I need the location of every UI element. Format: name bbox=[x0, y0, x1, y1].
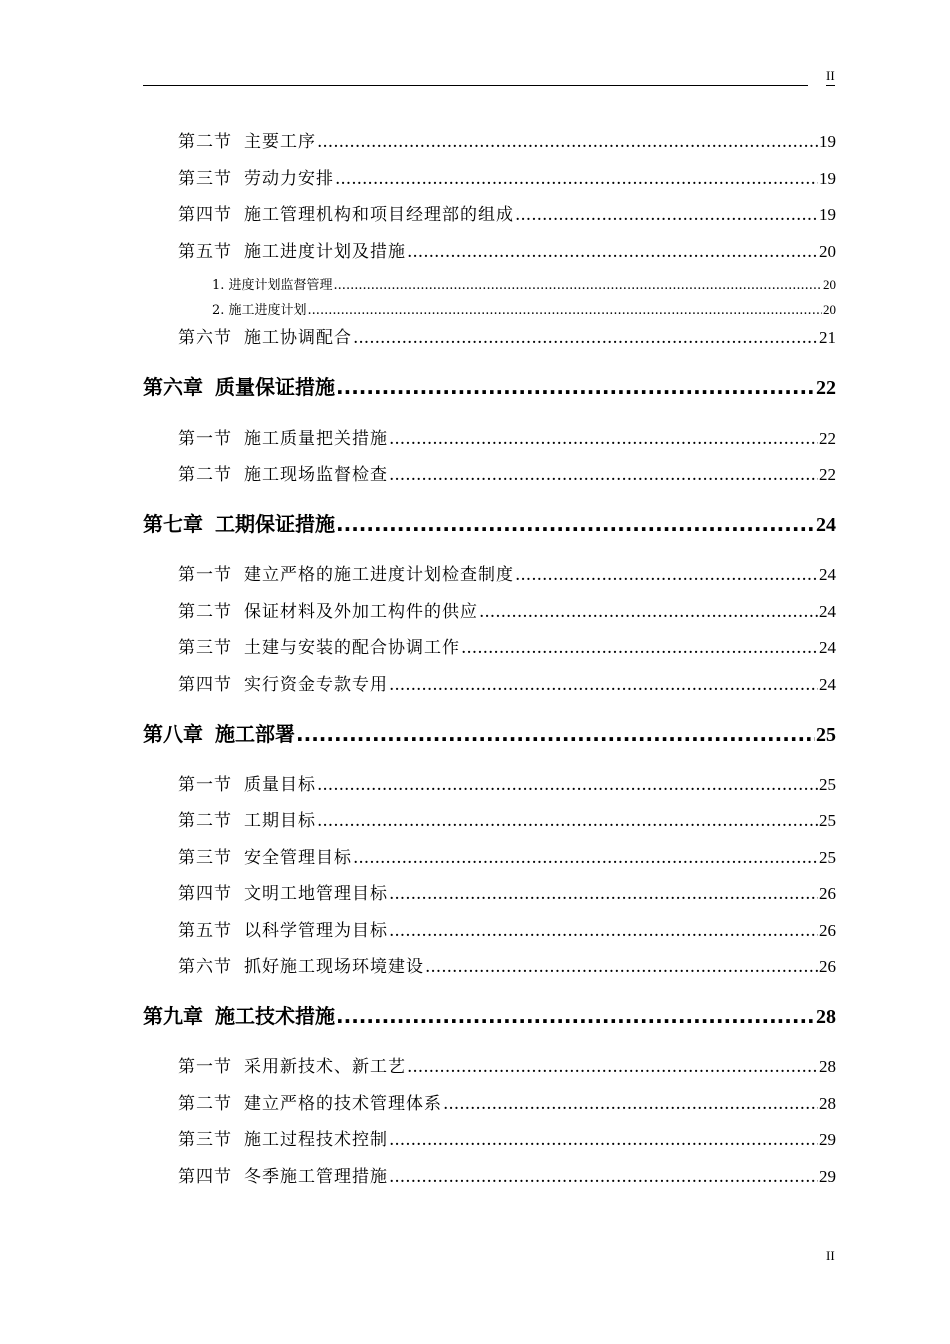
toc-entry-prefix: 第三节 bbox=[178, 1130, 232, 1150]
toc-entry-page-number: 24 bbox=[819, 565, 836, 584]
toc-entry-label bbox=[212, 274, 333, 293]
toc-entry-page-number: 22 bbox=[819, 429, 836, 448]
toc-dot-leader bbox=[461, 638, 818, 658]
toc-entry-prefix: 第一节 bbox=[178, 565, 232, 585]
toc-entry-prefix: 第三节 bbox=[178, 638, 232, 658]
toc-entry-prefix: 第九章 bbox=[143, 1004, 203, 1028]
toc-entry-label bbox=[178, 952, 424, 977]
toc-entry-page-number: 19 bbox=[819, 169, 836, 188]
toc-entry-prefix: 第一节 bbox=[178, 429, 232, 449]
toc-chapter-entry[interactable] bbox=[143, 718, 836, 747]
toc-section-entry[interactable] bbox=[178, 879, 836, 904]
toc-entry-prefix: 第四节 bbox=[178, 884, 232, 904]
toc-entry-page-number: 19 bbox=[819, 205, 836, 224]
toc-entry-label bbox=[178, 597, 478, 622]
toc-dot-leader bbox=[515, 205, 818, 225]
toc-entry-prefix: 第二节 bbox=[178, 811, 232, 831]
toc-entry-label bbox=[143, 508, 335, 537]
toc-entry-page-number: 20 bbox=[823, 302, 836, 317]
toc-entry-page-number: 24 bbox=[819, 675, 836, 694]
toc-section-entry[interactable] bbox=[178, 1089, 836, 1114]
toc-entry-prefix: 第六节 bbox=[178, 328, 232, 348]
toc-dot-leader bbox=[389, 1130, 818, 1150]
toc-entry-title: 施工现场监督检查 bbox=[244, 465, 388, 485]
toc-entry-page-number: 29 bbox=[819, 1130, 836, 1149]
toc-dot-leader bbox=[334, 278, 822, 293]
toc-entry-page-number: 20 bbox=[819, 242, 836, 261]
toc-entry-label bbox=[178, 200, 514, 225]
toc-entry-label bbox=[178, 843, 352, 868]
toc-entry-prefix: 第五节 bbox=[178, 242, 232, 262]
toc-entry-label bbox=[178, 1162, 388, 1187]
toc-entry-prefix: 第一节 bbox=[178, 775, 232, 795]
toc-dot-leader bbox=[389, 1167, 818, 1187]
toc-section-entry[interactable] bbox=[178, 916, 836, 941]
toc-entry-prefix: 第四节 bbox=[178, 675, 232, 695]
toc-entry-label bbox=[178, 1089, 442, 1114]
toc-entry-title: 以科学管理为目标 bbox=[244, 921, 388, 941]
toc-dot-leader bbox=[389, 465, 818, 485]
toc-entry-title: 2. 施工进度计划 bbox=[212, 303, 307, 318]
toc-section-entry[interactable] bbox=[178, 200, 836, 225]
toc-entry-label bbox=[178, 164, 334, 189]
toc-entry-title: 安全管理目标 bbox=[244, 848, 352, 868]
toc-entry-label bbox=[178, 323, 352, 348]
toc-chapter-entry[interactable] bbox=[143, 508, 836, 537]
toc-entry-title: 保证材料及外加工构件的供应 bbox=[244, 602, 478, 622]
toc-entry-label bbox=[178, 237, 406, 262]
footer-page-number: II bbox=[826, 1248, 835, 1263]
toc-entry-page-number: 26 bbox=[819, 957, 836, 976]
toc-entry-page-number: 26 bbox=[819, 921, 836, 940]
toc-dot-leader bbox=[335, 169, 818, 189]
toc-dot-leader bbox=[353, 328, 818, 348]
toc-entry-page-number: 25 bbox=[819, 848, 836, 867]
toc-entry-title: 施工技术措施 bbox=[215, 1004, 335, 1028]
toc-entry-label bbox=[178, 127, 316, 152]
toc-entry-label bbox=[178, 1125, 388, 1150]
toc-entry-title: 施工过程技术控制 bbox=[244, 1130, 388, 1150]
toc-entry-label bbox=[178, 806, 316, 831]
toc-entry-prefix: 第六节 bbox=[178, 957, 232, 977]
toc-dot-leader bbox=[407, 1057, 818, 1077]
toc-entry-prefix: 第二节 bbox=[178, 132, 232, 152]
toc-section-entry[interactable] bbox=[178, 164, 836, 189]
toc-section-entry[interactable] bbox=[178, 670, 836, 695]
toc-entry-label bbox=[178, 460, 388, 485]
toc-entry-label bbox=[143, 1000, 335, 1029]
toc-entry-title: 施工进度计划及措施 bbox=[244, 242, 406, 262]
toc-entry-page-number: 28 bbox=[819, 1094, 836, 1113]
toc-entry-title: 质量目标 bbox=[244, 775, 316, 795]
toc-section-entry[interactable] bbox=[178, 460, 836, 485]
toc-dot-leader bbox=[336, 512, 815, 536]
toc-entry-prefix: 第四节 bbox=[178, 205, 232, 225]
toc-section-entry[interactable] bbox=[178, 843, 836, 868]
toc-entry-label bbox=[143, 371, 335, 400]
toc-dot-leader bbox=[389, 884, 818, 904]
toc-dot-leader bbox=[443, 1094, 818, 1114]
toc-entry-title: 质量保证措施 bbox=[215, 375, 335, 399]
toc-entry-title: 冬季施工管理措施 bbox=[244, 1167, 388, 1187]
toc-entry-label bbox=[178, 916, 388, 941]
toc-dot-leader bbox=[317, 132, 818, 152]
toc-entry-label bbox=[178, 633, 460, 658]
toc-entry-page-number: 24 bbox=[816, 514, 836, 536]
toc-entry-title: 实行资金专款专用 bbox=[244, 675, 388, 695]
toc-dot-leader bbox=[296, 722, 815, 746]
toc-entry-title: 1. 进度计划监督管理 bbox=[212, 278, 333, 293]
toc-entry-prefix: 第四节 bbox=[178, 1167, 232, 1187]
toc-entry-title: 工期保证措施 bbox=[215, 512, 335, 536]
toc-dot-leader bbox=[317, 775, 818, 795]
toc-entry-page-number: 28 bbox=[816, 1006, 836, 1028]
toc-entry-prefix: 第七章 bbox=[143, 512, 203, 536]
toc-entry-label bbox=[178, 424, 388, 449]
toc-entry-prefix: 第二节 bbox=[178, 1094, 232, 1114]
toc-section-entry[interactable] bbox=[178, 424, 836, 449]
toc-dot-leader bbox=[389, 429, 818, 449]
toc-section-entry[interactable] bbox=[178, 597, 836, 622]
toc-entry-title: 工期目标 bbox=[244, 811, 316, 831]
toc-chapter-entry[interactable] bbox=[143, 371, 836, 400]
toc-entry-page-number: 24 bbox=[819, 638, 836, 657]
toc-entry-title: 施工管理机构和项目经理部的组成 bbox=[244, 205, 514, 225]
toc-section-entry[interactable] bbox=[178, 952, 836, 977]
header-page-number: II bbox=[826, 68, 835, 86]
toc-dot-leader bbox=[407, 242, 818, 262]
toc-entry-title: 劳动力安排 bbox=[244, 169, 334, 189]
toc-entry-title: 抓好施工现场环境建设 bbox=[244, 957, 424, 977]
toc-entry-page-number: 19 bbox=[819, 132, 836, 151]
toc-entry-prefix: 第六章 bbox=[143, 375, 203, 399]
toc-entry-prefix: 第二节 bbox=[178, 465, 232, 485]
toc-entry-title: 土建与安装的配合协调工作 bbox=[244, 638, 460, 658]
toc-entry-prefix: 第三节 bbox=[178, 169, 232, 189]
toc-entry-title: 主要工序 bbox=[244, 132, 316, 152]
toc-section-entry[interactable] bbox=[178, 323, 836, 348]
toc-dot-leader bbox=[389, 675, 818, 695]
toc-entry-title: 采用新技术、新工艺 bbox=[244, 1057, 406, 1077]
toc-entry-title: 建立严格的施工进度计划检查制度 bbox=[244, 565, 514, 585]
toc-dot-leader bbox=[389, 921, 818, 941]
toc-entry-title: 施工协调配合 bbox=[244, 328, 352, 348]
toc-entry-prefix: 第五节 bbox=[178, 921, 232, 941]
toc-entry-page-number: 25 bbox=[819, 811, 836, 830]
toc-section-entry[interactable] bbox=[178, 1125, 836, 1150]
toc-entry-prefix: 第三节 bbox=[178, 848, 232, 868]
toc-subsection-entry[interactable] bbox=[212, 299, 836, 318]
toc-dot-leader bbox=[479, 602, 818, 622]
toc-entry-page-number: 25 bbox=[819, 775, 836, 794]
toc-section-entry[interactable] bbox=[178, 1162, 836, 1187]
toc-entry-label bbox=[178, 1052, 406, 1077]
toc-section-entry[interactable] bbox=[178, 127, 836, 152]
toc-entry-title: 施工质量把关措施 bbox=[244, 429, 388, 449]
toc-entry-page-number: 24 bbox=[819, 602, 836, 621]
toc-entry-page-number: 20 bbox=[823, 277, 836, 292]
toc-entry-prefix: 第八章 bbox=[143, 722, 203, 746]
toc-section-entry[interactable] bbox=[178, 1052, 836, 1077]
toc-dot-leader bbox=[336, 375, 815, 399]
toc-entry-page-number: 22 bbox=[816, 377, 836, 399]
toc-entry-page-number: 29 bbox=[819, 1167, 836, 1186]
header-rule bbox=[143, 85, 808, 86]
toc-entry-page-number: 25 bbox=[816, 724, 836, 746]
toc-dot-leader bbox=[317, 811, 818, 831]
toc-entry-label bbox=[178, 560, 514, 585]
toc-section-entry[interactable] bbox=[178, 560, 836, 585]
toc-entry-label bbox=[178, 879, 388, 904]
toc-dot-leader bbox=[515, 565, 818, 585]
toc-entry-label bbox=[143, 718, 295, 747]
toc-entry-label bbox=[178, 670, 388, 695]
toc-entry-page-number: 21 bbox=[819, 328, 836, 347]
toc-entry-title: 文明工地管理目标 bbox=[244, 884, 388, 904]
toc-entry-prefix: 第二节 bbox=[178, 602, 232, 622]
toc-subsection-entry[interactable] bbox=[212, 274, 836, 293]
toc-chapter-entry[interactable] bbox=[143, 1000, 836, 1029]
toc-entry-page-number: 22 bbox=[819, 465, 836, 484]
toc-dot-leader bbox=[308, 303, 822, 318]
toc-entry-label bbox=[178, 770, 316, 795]
toc-entry-label bbox=[212, 299, 307, 318]
toc-dot-leader bbox=[425, 957, 818, 977]
toc-dot-leader bbox=[336, 1004, 815, 1028]
toc-dot-leader bbox=[353, 848, 818, 868]
toc-section-entry[interactable] bbox=[178, 237, 836, 262]
toc-entry-title: 建立严格的技术管理体系 bbox=[244, 1094, 442, 1114]
toc-entry-page-number: 26 bbox=[819, 884, 836, 903]
toc-entry-prefix: 第一节 bbox=[178, 1057, 232, 1077]
toc-entry-page-number: 28 bbox=[819, 1057, 836, 1076]
toc-entry-title: 施工部署 bbox=[215, 722, 295, 746]
toc-section-entry[interactable] bbox=[178, 806, 836, 831]
toc-section-entry[interactable] bbox=[178, 633, 836, 658]
toc-section-entry[interactable] bbox=[178, 770, 836, 795]
